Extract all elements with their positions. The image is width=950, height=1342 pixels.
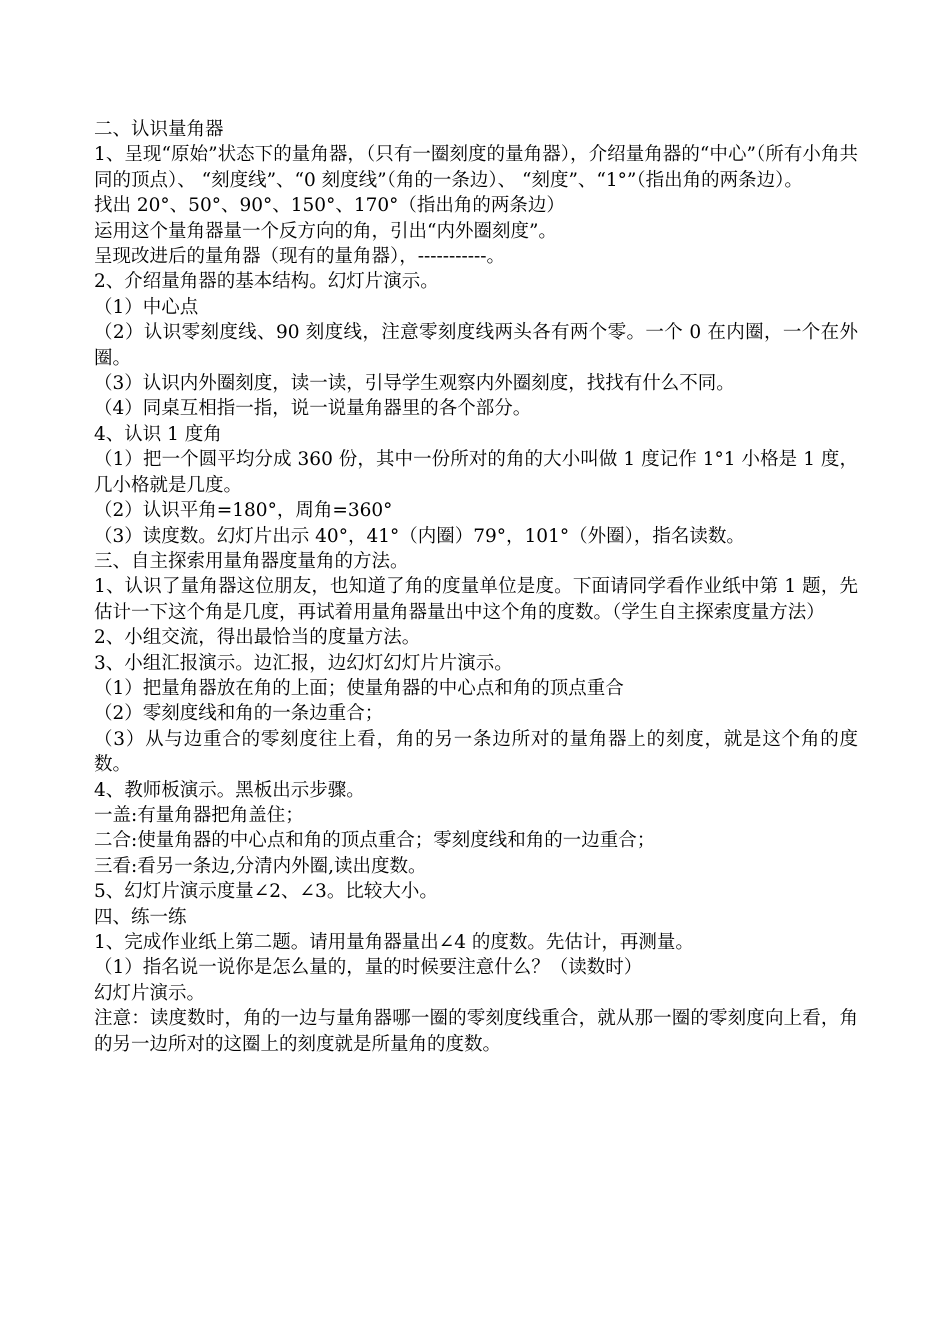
paragraph: （3）认识内外圈刻度，读一读，引导学生观察内外圈刻度，找找有什么不同。 (94, 373, 735, 395)
paragraph: （1）把一个圆平均分成 360 份，其中一份所对的角的大小叫做 1 度记作 1°1 小格是 1 度，几小格就是几度。 (94, 449, 858, 496)
paragraph: 3、小组汇报演示。边汇报，边幻灯幻灯片片演示。 (94, 652, 513, 674)
paragraph: 找出 20°、50°、90°、150°、170°（指出角的两条边） (94, 195, 565, 217)
paragraph: （2）认识平角=180°，周角=360° (94, 500, 393, 522)
paragraph: 4、教师板演示。黑板出示步骤。 (94, 779, 365, 801)
heading-section-2: 二、认识量角器 (94, 119, 224, 140)
paragraph: （3）读度数。幻灯片出示 40°，41°（内圈）79°，101°（外圈），指名读数。 (94, 525, 745, 547)
paragraph: 注意：读度数时，角的一边与量角器哪一圈的零刻度线重合，就从那一圈的零刻度向上看，角的另一边所对的这圈上的刻度就是所量角的度数。 (94, 1008, 858, 1055)
paragraph: 2、小组交流，得出最恰当的度量方法。 (94, 627, 421, 649)
paragraph: （1）中心点 (94, 296, 199, 318)
paragraph: 呈现改进后的量角器（现有的量角器），-----------。 (94, 246, 506, 268)
paragraph: 2、介绍量角器的基本结构。幻灯片演示。 (94, 271, 439, 293)
paragraph: 运用这个量角器量一个反方向的角，引出“内外圈刻度”。 (94, 220, 557, 242)
heading-section-4: 四、练一练 (94, 906, 187, 928)
paragraph: 5、幻灯片演示度量∠2、∠3。比较大小。 (94, 881, 438, 903)
paragraph: 1、认识了量角器这位朋友，也知道了角的度量单位是度。下面请同学看作业纸中第 1 题，先估计一下这个角是几度，再试着用量角器量出中这个角的度数。（学生自主探索度量方法） (94, 576, 858, 623)
paragraph: （2）认识零刻度线、90 刻度线，注意零刻度线两头各有两个零。一个 0 在内圈，一个在外圈。 (94, 322, 858, 369)
paragraph: 4、认识 1 度角 (94, 423, 222, 445)
paragraph: 三看:看另一条边,分清内外圈,读出度数。 (94, 855, 427, 877)
paragraph: （3）从与边重合的零刻度往上看，角的另一条边所对的量角器上的刻度，就是这个角的度数。 (94, 728, 858, 776)
paragraph: 二合:使量角器的中心点和角的顶点重合；零刻度线和角的一边重合； (94, 830, 656, 852)
paragraph: （4）同桌互相指一指，说一说量角器里的各个部分。 (94, 398, 532, 420)
paragraph: 一盖:有量角器把角盖住； (94, 804, 304, 826)
paragraph: （2）零刻度线和角的一条边重合； (94, 703, 384, 725)
paragraph: 幻灯片演示。 (94, 982, 206, 1004)
paragraph: （1）把量角器放在角的上面；使量角器的中心点和角的顶点重合 (94, 677, 624, 699)
paragraph: 1、完成作业纸上第二题。请用量角器量出∠4 的度数。先估计，再测量。 (94, 932, 694, 953)
heading-section-3: 三、自主探索用量角器度量角的方法。 (94, 550, 409, 572)
paragraph: 1、呈现“原始”状态下的量角器，（只有一圈刻度的量角器），介绍量角器的“中心”（所有小角共同的顶点）、 “刻度线”、“0 刻度线”（角的一条边）、 “刻度”、“1°”（指出角的两条边）。 (94, 144, 858, 191)
document-body (94, 117, 858, 1057)
paragraph: （1）指名说一说你是怎么量的，量的时候要注意什么？（读数时） (94, 957, 643, 979)
